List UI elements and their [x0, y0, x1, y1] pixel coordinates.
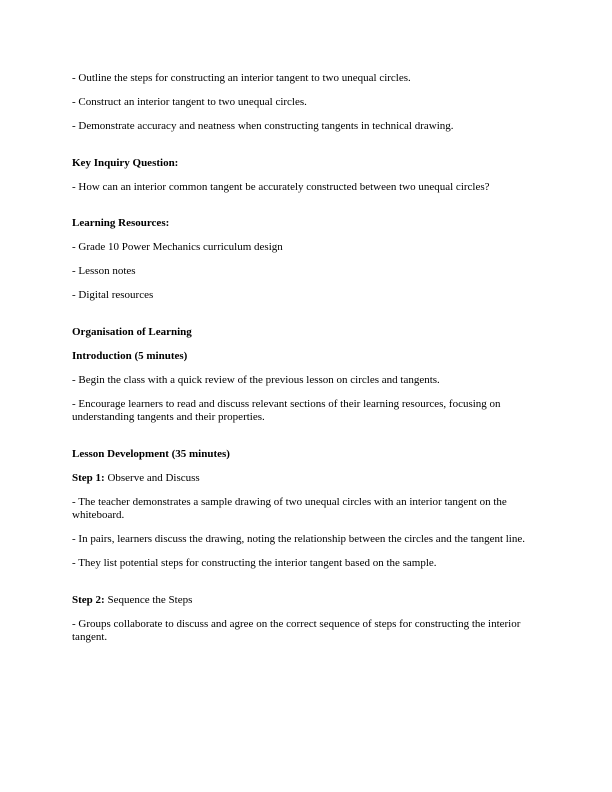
step-1-title: Observe and Discuss: [104, 471, 200, 484]
step-1-item: - The teacher demonstrates a sample drawing of two unequal circles with an interior tangent on the whiteboard.: [72, 495, 507, 521]
step-2-heading: [72, 594, 542, 608]
step-1-item: - In pairs, learners discuss the drawing, noting the relationship between the circles and the tangent line.: [72, 533, 525, 545]
introduction-item: - Begin the class with a quick review of the previous lesson on circles and tangents.: [72, 373, 440, 386]
inquiry-item: - How can an interior common tangent be accurately constructed between two unequal circles?: [72, 180, 490, 193]
resources-heading: Learning Resources:: [72, 217, 170, 229]
step-1-item: - They list potential steps for constructing the interior tangent based on the sample.: [72, 557, 437, 569]
resource-item: - Lesson notes: [72, 265, 136, 277]
step-2-label: Step 2:: [72, 593, 105, 606]
step-2-title: Sequence the Steps: [104, 593, 193, 606]
organisation-heading: Organisation of Learning: [72, 325, 192, 338]
resource-item: - Digital resources: [72, 289, 154, 301]
introduction-heading: Introduction (5 minutes): [72, 349, 188, 362]
page-content: [72, 72, 542, 655]
development-heading: Lesson Development (35 minutes): [72, 447, 230, 460]
objective-item: - Demonstrate accuracy and neatness when constructing tangents in technical drawing.: [72, 120, 454, 132]
step-1-heading: [72, 472, 542, 486]
objective-item: - Construct an interior tangent to two unequal circles.: [72, 96, 307, 108]
step-1-label: Step 1:: [72, 471, 105, 484]
inquiry-heading: Key Inquiry Question:: [72, 156, 179, 169]
resource-item: - Grade 10 Power Mechanics curriculum design: [72, 241, 283, 253]
objective-item: - Outline the steps for constructing an interior tangent to two unequal circles.: [72, 72, 411, 84]
step-2-item: - Groups collaborate to discuss and agree on the correct sequence of steps for constructing the interior tangent.: [72, 617, 521, 643]
introduction-item: - Encourage learners to read and discuss relevant sections of their learning resources, focusing on understanding tangents and their properties.: [72, 397, 501, 423]
